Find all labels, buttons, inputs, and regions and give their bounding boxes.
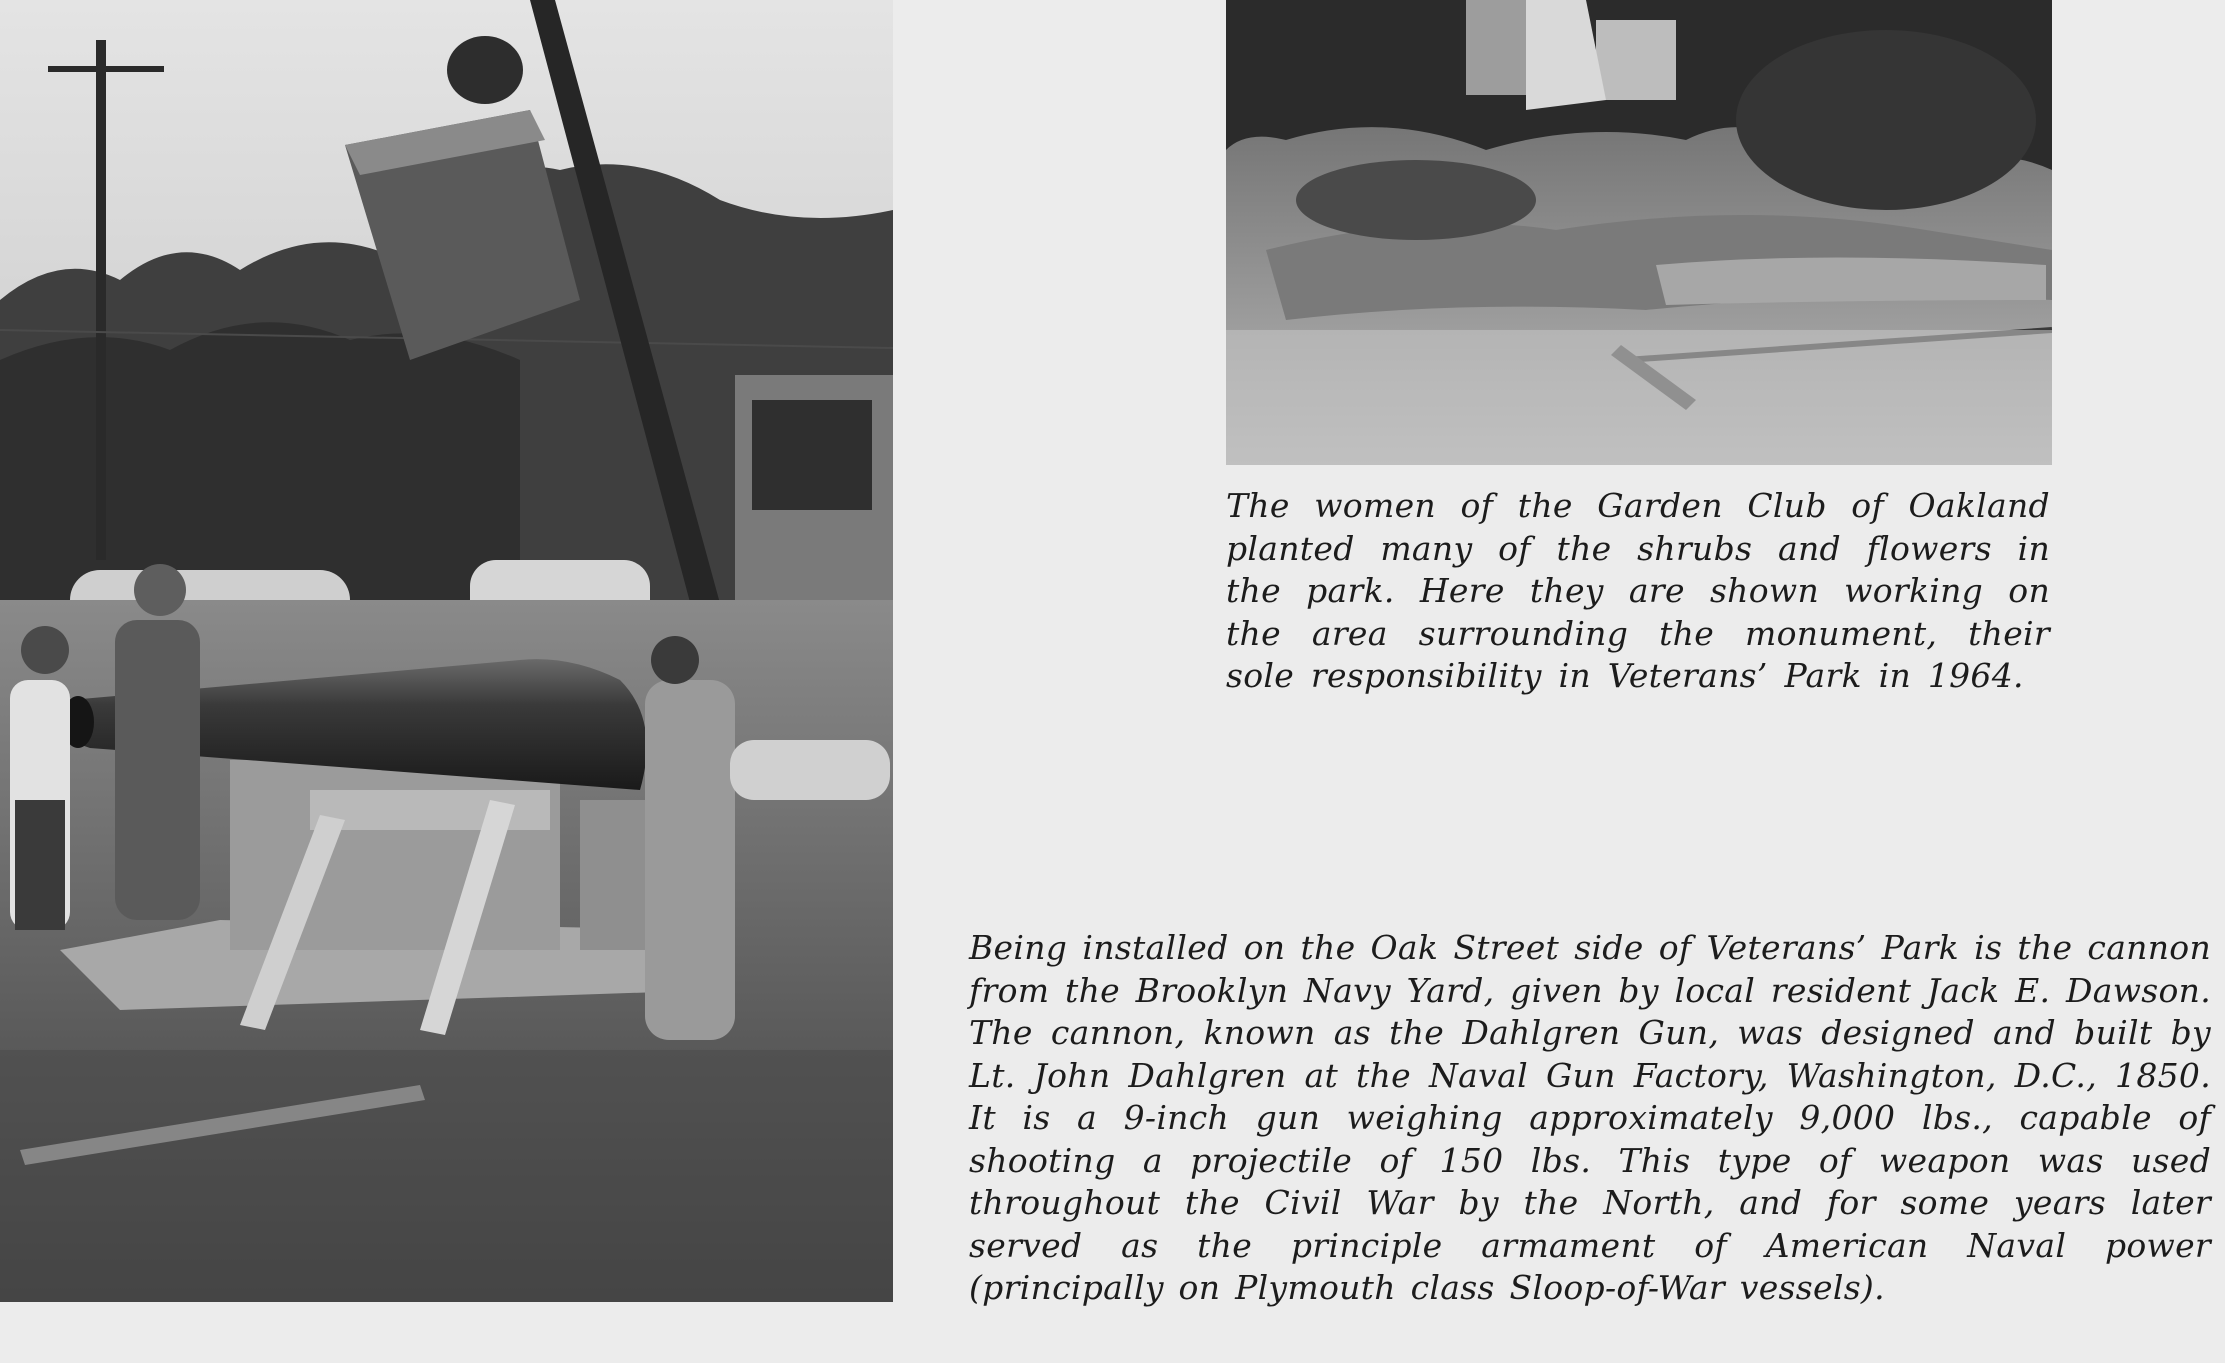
cannon-photo-image [0,0,893,1302]
garden-club-caption: The women of the Garden Club of Oakland planted many of the shrubs and flowers in the park. Here they are shown working on the area surrounding the monument, their sole responsibility in Veterans’ Park in 1964. [1226,486,2050,695]
cannon-installation-photo [0,0,893,1302]
cannon-caption: Being installed on the Oak Street side of Veterans’ Park is the cannon from the Brooklyn Navy Yard, given by local resident Jack E. Dawson. The cannon, known as the Dahlgren Gun, was designed and built by Lt. John Dahlgren at the Naval Gun Factory, Washington, D.C., 1850. It is a 9-inch gun weighing approximately 9,000 lbs., capable of shooting a projectile of 150 lbs. This type of weapon was used throughout the Civil War by the North, and for some years later served as the principle armament of American Naval power (principally on Plymouth class Sloop-of-War vessels). [969,928,2211,1307]
garden-club-photo [1226,0,2052,465]
garden-photo-image [1226,0,2052,465]
